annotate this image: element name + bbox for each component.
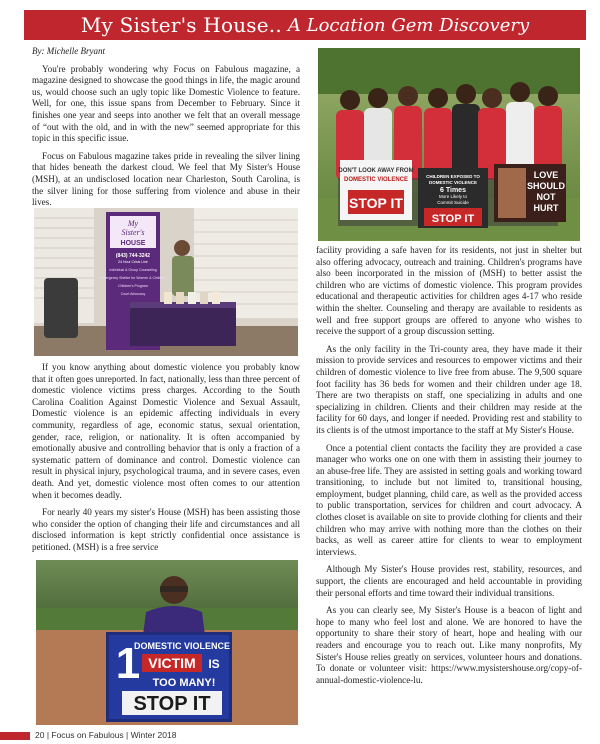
- page-footer: [0, 728, 600, 744]
- left-column-top: [32, 46, 300, 215]
- paragraph: Although My Sister's House provides rest, stability, resources, and support, the clients are encouraged and held accountable in providing their personal efforts and time toward their individual transitions.: [316, 564, 582, 598]
- paragraph: If you know anything about domestic violence you probably know that it often goes unreported. In fact, nationally, less than three percent of domestic violence victims press charges. According to the South Carolina Coalition Against Domestic Violence and Sexual Assault, Domestic violence is an epidemic affecting individuals in every community, regardless of age, economic status, sexual orientation, gender, race, religion, or nationality. It is often accompanied by emotionally abusive and controlling behavior that is only a fraction of a systematic pattern of dominance and control. Domestic violence can result in physical injury, psychological trauma, and in severe cases, even death. And yet, domestic violence most often comes to our attention when it becomes deadly.: [32, 362, 300, 500]
- photo-booth: [34, 208, 298, 356]
- booth-sign-line: Sister's: [121, 228, 145, 237]
- photo-group-with-signs: [318, 48, 580, 241]
- paragraph: Once a potential client contacts the facility they are provided a case manager who works one on one with them in assisting their journey to an abuse-free life. They are assisted in setting goals and working toward transitioning, to include but not limited to, transitional housing, employment, budget planning, child care, as well as the provided access to public transportation, services for children and court advocacy. A clothes closet is available on site to provide clothing for clients and their children who may arrive with nothing more than the clothes on their backs, as well as career attire for clients to wear to employment interviews.: [316, 442, 582, 557]
- paragraph: Focus on Fabulous magazine takes pride in revealing the silver lining that hides beneath the darkest cloud. We feel that My Sister's House (MSH), at an undisclosed location near Charleston, South Carolina, is the silver lining for those suffering from violence and abuse in their lives.: [32, 150, 300, 208]
- group-sign2-line: DOMESTIC VIOLENCE: [428, 180, 478, 185]
- paragraph: facility providing a safe haven for its residents, not just in shelter but also offering advocacy, outreach and training. Children's programs have also been incorporated in the mission of (MSH) to better assist the children who are victims of domestic violence. This program provides educational and therapeutic activities for children ages 4-17 who reside within the shelter. Counseling and therapy are available to residents as well and free support groups are offered to anyone who wishes to receive the support of a group discussion setting.: [316, 245, 582, 337]
- booth-sign-line: Children's Program: [118, 284, 148, 288]
- left-column-middle: [32, 362, 300, 560]
- booth-sign-line: (843) 744-3242: [115, 253, 151, 259]
- paragraph: As you can clearly see, My Sister's House is a beacon of light and hope to many who feel lost and alone. We are honored to have the opportunity to share their story of heart, hope and healing with our readers and encourage you to reach out. Like many nonprofits, My Sister's House relies greatly on services, volunteer hours and donations. To donate or volunteer visit: https://www.mysistershouse.org/copy-of-annual-domestic-violence-lu.: [316, 605, 582, 685]
- paragraph: For nearly 40 years my sister's House (MSH) has been assisting those who consider the option of changing their life and circumstances and all disclosed information is kept strictly confidential once assistance is petitioned. (MSH) is a free service: [32, 507, 300, 552]
- group-sign3-line: LOVE: [533, 170, 559, 180]
- paragraph: As the only facility in the Tri-county area, they have made it their mission to provide services and resources to empower victims and their children of domestic violence to live free from abuse. The 9,500 square foot facility has 36 beds for women and their children under age 18. There are two therapists on staff, one specializing in adults and one specializing in children. Clients and their children may reside at the facility for 60 days, and longer if needed. Providing rest and stability to its clients is of the utmost importance to the staff at My Sister's House.: [316, 343, 582, 435]
- sign-line: VICTIM: [148, 655, 196, 671]
- group-sign2-line: More Likely to: [438, 194, 468, 199]
- footer-text: 20 | Focus on Fabulous | Winter 2018: [35, 730, 177, 740]
- sign-number: 1: [115, 639, 141, 688]
- booth-sign-line: Individual & Group Counseling: [109, 268, 157, 272]
- sign-stop-it: STOP IT: [133, 693, 211, 715]
- title-main: My Sister's House..: [80, 13, 282, 37]
- sign-line: TOO MANY!: [152, 677, 216, 689]
- sign-line: DOMESTIC VIOLENCE: [133, 641, 231, 651]
- group-sign2-line: 6 Times: [440, 187, 466, 194]
- group-sign1-line: DON'T LOOK AWAY FROM: [338, 168, 414, 174]
- booth-sign-line: My: [127, 219, 139, 228]
- group-sign3-line: SHOULD: [527, 181, 565, 191]
- group-sign3-line: NOT: [536, 192, 556, 202]
- group-sign2-line: STOP IT: [431, 213, 475, 225]
- photo-woman-with-sign: [36, 560, 298, 725]
- paragraph: You're probably wondering why Focus on Fabulous magazine, a magazine designed to showcase the good things in life, the magic around us, would choose such an ugly topic like Domestic Violence to feature. Well, for one, this issue spans from December to February. Since it finishes one year and seeps into another we felt that an overall message of “out with the old, and in with the new” seemed appropriate for this topic in this specific issue.: [32, 63, 300, 144]
- booth-sign-line: Emergency Shelter for Women & Children: [100, 276, 166, 280]
- byline: By: Michelle Bryant: [32, 46, 105, 56]
- article-title-banner: [24, 10, 586, 40]
- booth-sign-line: 24 Hour Crisis Line: [118, 260, 148, 264]
- booth-sign-line: HOUSE: [120, 240, 146, 247]
- group-sign1-line: DOMESTIC VIOLENCE: [343, 177, 409, 183]
- group-sign3-line: HURT: [533, 203, 559, 213]
- group-sign1-line: STOP IT: [349, 195, 403, 211]
- footer-accent-bar: [0, 732, 30, 740]
- group-sign2-line: CHILDREN EXPOSED TO: [426, 174, 480, 179]
- title-script: A Location Gem Discovery: [287, 14, 530, 36]
- group-sign2-line: Commit Suicide: [437, 200, 469, 205]
- right-column: [316, 245, 582, 692]
- sign-line: IS: [208, 657, 220, 671]
- booth-sign-line: Court Advocacy: [120, 292, 146, 296]
